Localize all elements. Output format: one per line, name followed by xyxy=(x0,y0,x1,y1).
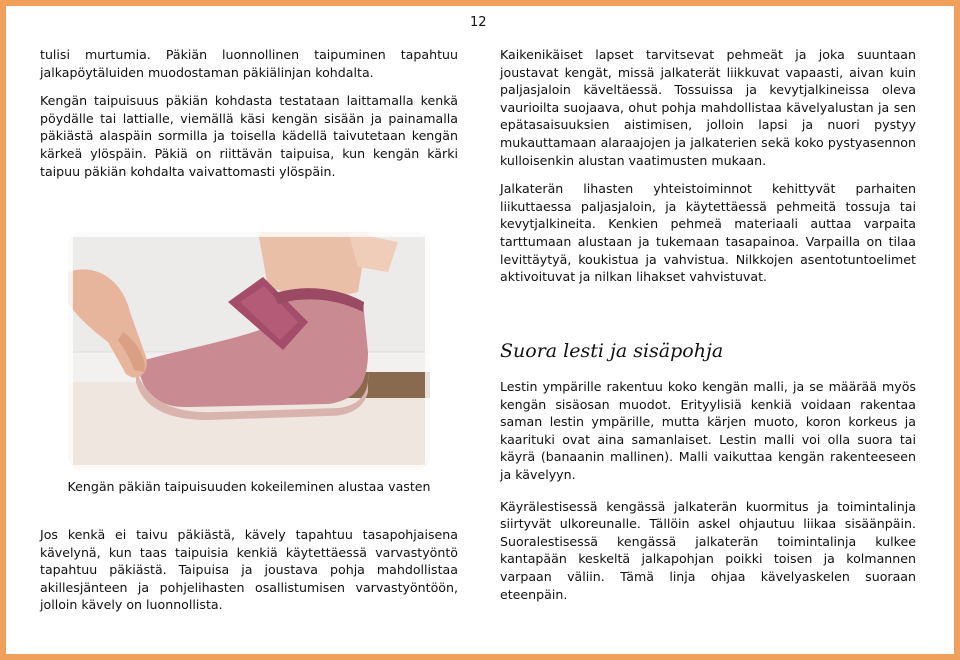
paragraph: Jalkaterän lihasten yhteistoiminnot kehittyvät parhaiten liikuttaessa paljasjaloin, ja käytettäessä pehmeitä tossuja tai kevytjalkineita. Kenkien pehmeä materiaali auttaa varpaita tarttumaan alustaan ja tukemaan tasapainoa. Varpailla on tilaa levittäytyä, koukistua ja vahvistua. Nilkkojen asentotuntoelimet aktivoituvat ja nilkan lihakset vahvistuvat. xyxy=(500,181,916,285)
right-column-top xyxy=(500,46,916,297)
paragraph: Kengän taipuisuus päkiän kohdasta testataan laittamalla kenkä pöydälle tai lattialle, viemällä käsi kengän sisään ja painamalla päkiästä alaspäin sormilla ja toisella kädellä taivutetaan kengän kärkeä ylöspäin. Päkiä on riittävän taipuisa, kun kengän kärki taipuu päkiän kohdalta vaivattomasti ylöspäin. xyxy=(40,93,458,179)
paragraph: Kaikenikäiset lapset tarvitsevat pehmeät ja joka suuntaan joustavat kengät, missä jalkaterät liikkuvat vapaasti, aivan kuin paljasjaloin käveltäessä. Tossuissa ja kevytjalkineissa oleva vaurioilta suojaava, ohut pohja mahdollistaa kävelyalustan ja sen epätasaisuuksien aistimisen, jolloin lapsi ja nuori pystyy mukauttamaan alaraajojen ja jalkaterien sekä koko pystyasennon kulloisenkin alustan vaatimusten mukaan. xyxy=(500,47,916,168)
section-heading: Suora lesti ja sisäpohja xyxy=(500,340,724,362)
paragraph: Jos kenkä ei taivu päkiästä, kävely tapahtuu tasapohjaisena kävelynä, kun taas taipuisia kenkiä käytettäessä varvastyöntö tapahtuu päkiästä. Taipuisa ja joustava pohja mahdollistaa akillesjänteen ja pohjelihasten osallistumisen varvastyöntöön, jolloin kävely on luonnollista. xyxy=(40,527,458,613)
left-column-bottom xyxy=(40,526,458,625)
left-column-top xyxy=(40,46,458,191)
page-number: 12 xyxy=(470,15,487,30)
paragraph: tulisi murtumia. Päkiän luonnollinen taipuminen tapahtuu jalkapöytäluiden muodostaman päkiälinjan kohdalta. xyxy=(40,47,458,80)
photo-caption: Kengän päkiän taipuisuuden kokeileminen alustaa vasten xyxy=(67,479,431,494)
shoe-flex-test-photo xyxy=(68,232,430,470)
paragraph: Käyrälestisessä kengässä jalkaterän kuormitus ja toimintalinja siirtyvät ulkoreunalle. Tällöin askel ohjautuu liikaa sisäänpäin. Suoralestisessä kengässä jalkaterän toimintalinja kulkee kantapään keskeltä jalkapohjan poikki toisen ja kolmannen varpaan väliin. Tämä linja ohjaa kävelyaskelen suoraan eteenpäin. xyxy=(500,498,916,602)
paragraph: Lestin ympärille rakentuu koko kengän malli, ja se määrää myös kengän sisäosan muodot. Erityylisiä kenkiä voidaan rakentaa saman lestin ympärille, mutta kärjen muoto, koron korkeus ja kaarituki ovat aina samanlaiset. Lestin malli voi olla suora tai käyrä (banaanin mallinen). Malli vaikuttaa kengän rakenteeseen ja kävelyyn. xyxy=(500,379,916,482)
right-column-bottom xyxy=(500,378,916,617)
